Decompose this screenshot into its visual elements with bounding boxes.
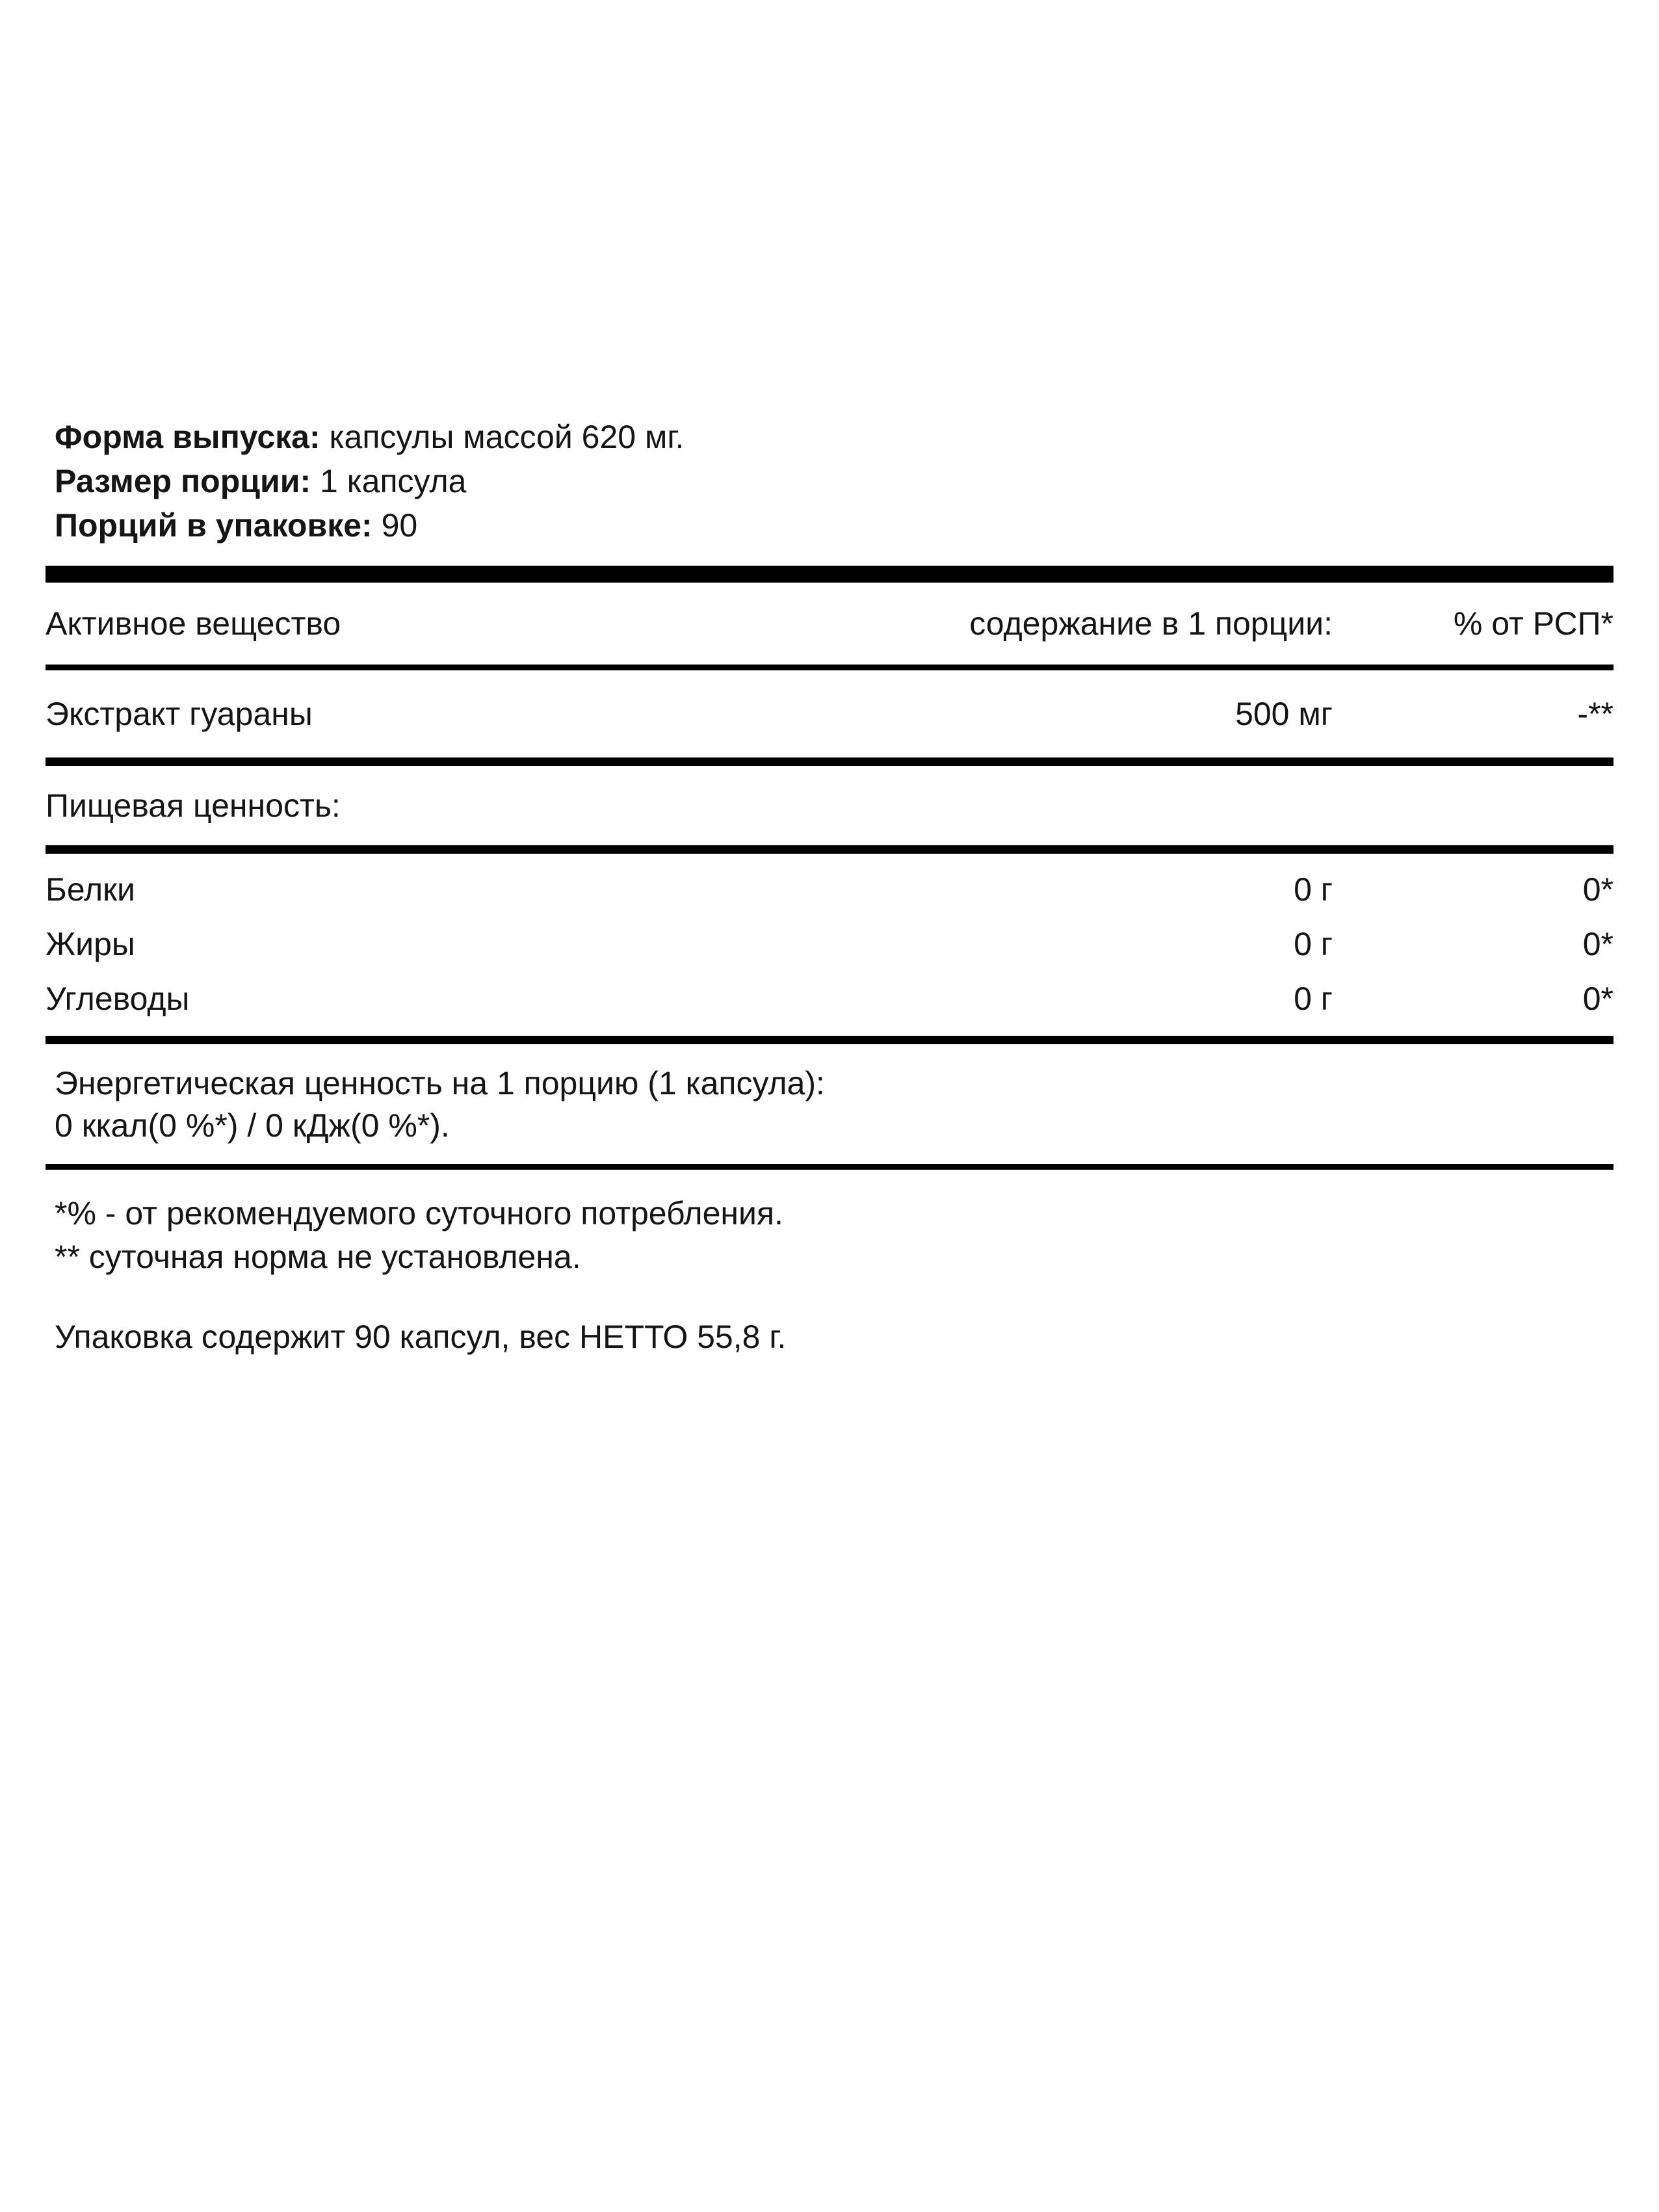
nutrient-percent: 0* [1582,926,1613,962]
nutrient-amount: 0 г [1294,871,1333,908]
servings-label: Порций в упаковке: [55,507,372,544]
footnote-no-norm: ** суточная норма не установлена. [55,1239,581,1275]
spacer-above-top-rule [46,549,1613,566]
nutrition-section-spacer-percent [1333,766,1613,845]
nutrition-table [46,854,1613,1036]
ingredient-amount: 500 мг [1235,696,1333,732]
table-row [46,971,1613,1036]
nutrition-section-header-table [46,766,1613,845]
nutrient-name: Белки [46,871,135,908]
spacer-before-package-line [46,1279,1613,1315]
rule-under-energy [46,1164,1613,1170]
header-name: Активное вещество [46,605,341,642]
table-header-row [46,583,1613,665]
nutrient-percent: 0* [1582,981,1613,1017]
nutrient-name: Жиры [46,926,135,962]
energy-line-2: 0 ккал(0 %*) / 0 кДж(0 %*). [55,1107,450,1144]
energy-value-block [46,1044,1613,1164]
rule-top [46,566,1613,583]
serving-size-row [55,460,1613,502]
rule-under-nutrition [46,1036,1613,1044]
nutrition-section-row [46,766,1613,845]
form-label: Форма выпуска: [55,419,320,455]
servings-value: 90 [381,507,418,544]
product-info-block [46,416,1613,546]
form-row [55,416,1613,458]
facts-table [46,583,1613,665]
ingredient-percent: -** [1577,696,1613,732]
energy-line-1: Энергетическая ценность на 1 порцию (1 капсула): [55,1065,825,1101]
footnotes-block [46,1170,1613,1279]
footnote-rsp: *% - от рекомендуемого суточного потребления. [55,1195,783,1231]
serving-size-label: Размер порции: [55,463,311,499]
header-percent: % от РСП* [1453,605,1613,642]
rule-under-nutrition-title [46,845,1613,854]
serving-size-value: 1 капсула [320,463,467,499]
servings-per-container-row [55,505,1613,546]
rule-under-header [46,665,1613,670]
nutrient-amount: 0 г [1294,926,1333,962]
header-amount: содержание в 1 порции: [969,605,1333,642]
nutrient-amount: 0 г [1294,981,1333,1017]
supplement-facts-panel [46,416,1613,1359]
table-row [46,854,1613,917]
table-row [46,917,1613,971]
form-value: капсулы массой 620 мг. [329,419,685,455]
rule-under-active [46,757,1613,766]
nutrient-percent: 0* [1582,871,1613,908]
package-contents-line: Упаковка содержит 90 капсул, вес НЕТТО 55,8 г. [55,1319,787,1355]
nutrient-name: Углеводы [46,981,190,1017]
table-row [46,670,1613,757]
nutrition-section-spacer-amount [722,766,1333,845]
active-ingredients-table [46,670,1613,757]
ingredient-name: Экстракт гуараны [46,696,313,732]
nutrition-section-title: Пищевая ценность: [46,787,341,824]
